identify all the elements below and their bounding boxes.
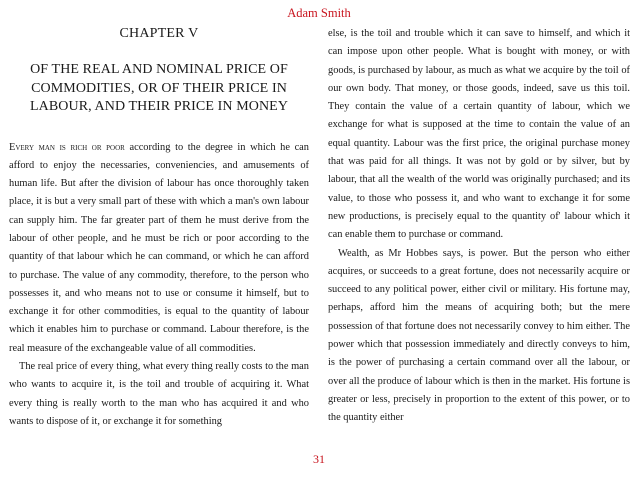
paragraph-1: [9, 139, 309, 359]
paragraph-2: The real price of every thing, what every thing really costs to the man who wants to acquire it, is the toil and trouble of acquiring it. What every thing is really worth to the man who has acquired it and who wants to dispose of it, or exchange it for something: [9, 361, 309, 427]
running-head: Adam Smith: [287, 6, 351, 20]
right-column: [328, 25, 630, 428]
paragraph-1-text: according to the degree in which he can afford to enjoy the necessaries, conveniencies, and amusements of human life. But after the division of labour has once thoroughly taken place, it is but a very small part of these with which a man's own labour can supply him. The far greater part of them he must derive from the labour of other people, and he must be rich or poor according to the quantity of that labour which he can command, or which he can afford to purchase. The value of any commodity, therefore, to the person who possesses it, and who means not to use or consume it himself, but to exchange it for other commodities, is equal to the quantity of labour which it enables him to purchase or command. Labour therefore, is the real measure of the exchangeable value of all commodities.: [9, 141, 309, 354]
paragraph-4: Wealth, as Mr Hobbes says, is power. But the person who either acquires, or succeeds to a great fortune, does not necessarily acquire or succeed to any political power, either civil or military. His fortune may, perhaps, afford him the means of acquiring both; but the mere possession of that fortune does not necessarily convey to him either. The power which that possession immediately and directly conveys to him, is the power of purchasing a certain command over all the labour, or over all the produce of labour which is then in the market. His fortune is greater or less, precisely in proportion to the extent of this power, or to the quantity either: [328, 247, 630, 424]
chapter-title: OF THE REAL AND NOMINAL PRICE OF COMMODITIES, OR OF THEIR PRICE IN LABOUR, AND THEIR PRICE IN MONEY: [29, 62, 289, 114]
left-column: [9, 25, 309, 431]
page-number: 31: [313, 452, 325, 466]
paragraph-lead-in: Every man is rich or poor: [9, 141, 125, 153]
paragraph-3: else, is the toil and trouble which it can save to himself, and which it can impose upon other people. What is bought with money, or with goods, is purchased by labour, as much as what we acquire by the toil of our own body. That money, or those goods, indeed, save us this toil. They contain the value of a certain quantity of labour, which we exchange for what is supposed at the time to contain the value of an equal quantity. Labour was the first price, the original purchase money that was paid for all things. It was not by gold or by silver, but by labour, that all the wealth of the world was originally purchased; and its value, to those who possess it, and who want to exchange it for some new productions, is precisely equal to the quantity of' labour which it can enable them to purchase or command.: [328, 28, 630, 241]
chapter-heading: CHAPTER V: [119, 26, 199, 41]
